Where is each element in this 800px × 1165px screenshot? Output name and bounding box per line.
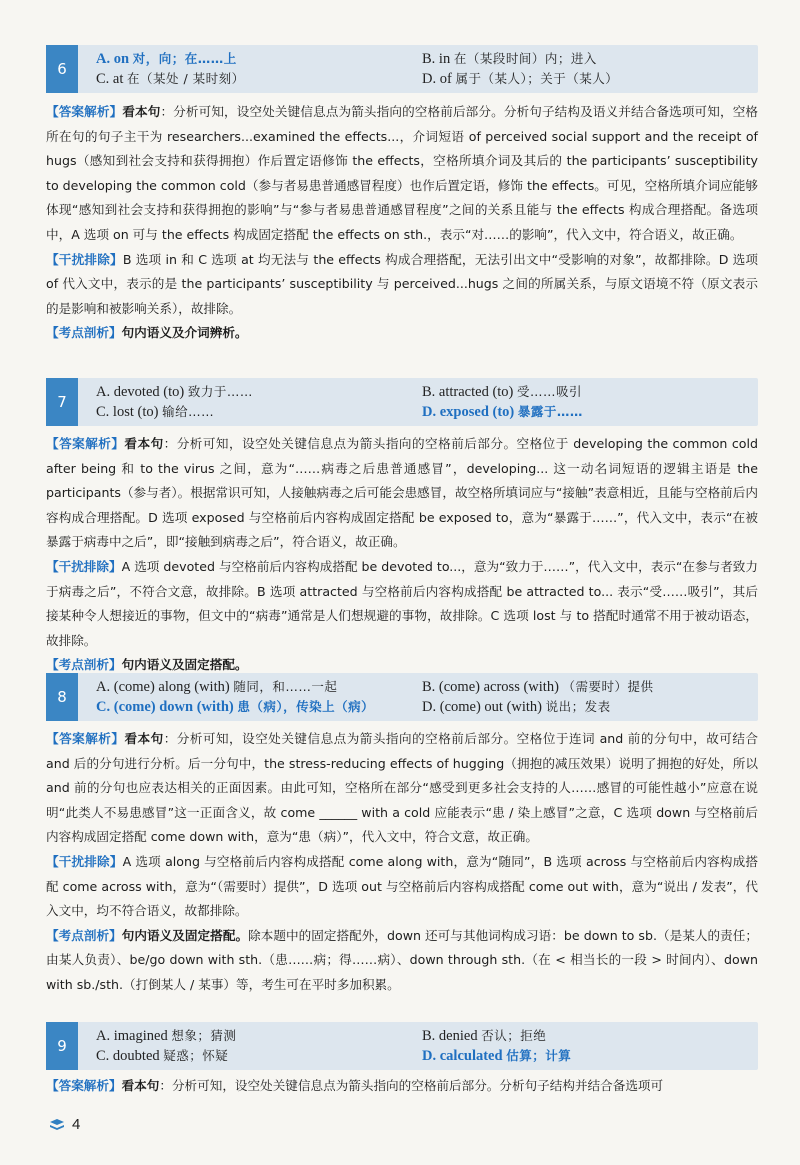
- option-d: D. calculated 估算；计算: [422, 1048, 572, 1064]
- option-d: D. (come) out (with) 说出；发表: [422, 699, 611, 715]
- page-footer: [50, 1116, 80, 1133]
- book-icon: [50, 1119, 64, 1130]
- option-b: B. denied 否认；拒绝: [422, 1028, 547, 1044]
- question-7-analysis: 【答案解析】看本句：分析可知，设空处关键信息点为箭头指向的空格前后部分。空格位于 developing the common cold after being 和 to the virus 之间，意为“……病毒之后患普通感冒”，developing... 这一动名词短语的逻辑主语是 the participants（参与者）。根据常识可知，人接触病毒之后可能会患感冒，故空格所填词应与“接触”表意相近，且能与空格前后内容构成合理搭配。D 选项 exposed 与空格前后内容构成固定搭配 be exposed to，意为“暴露于……”，代入文中，表示“在被暴露于病毒中之后”，即“接触到病毒之后”，符合语义，故正确。 【干扰排除】A 选项 devoted 与空格前后内容构成搭配 be devoted to...，意为“致力于……”，代入文中，表示“在参与者致力于病毒之后”，不符合文意，故排除。B 选项 attracted 与空格前后内容构成搭配 be attracted to... 表示“受……吸引”，其后接某种令人想接近的事物，但文中的“病毒”通常是人们想规避的事物，故排除。C 选项 lost 与 to 搭配时通常不用于被动语态，故排除。 【考点剖析】句内语义及固定搭配。: [46, 436, 758, 673]
- option-a: A. (come) along (with) 随同，和……一起: [96, 679, 338, 695]
- option-a: A. devoted (to) 致力于……: [96, 384, 253, 400]
- question-6-analysis: 【答案解析】看本句：分析可知，设空处关键信息点为箭头指向的空格前后部分。分析句子结构及语义并结合备选项可知，空格所在句的句子主干为 researchers...examined the effects...，介词短语 of perceived social support and the receipt of hugs（感知到社会支持和获得拥抱）作后置定语修饰 the effects，空格所填介词及其后的 the participants’ susceptibility to developing the common cold（参与者易患普通感冒程度）也作后置定语，修饰 the effects。可见，空格所填介词应能够体现“感知到社会支持和获得拥抱的影响”与“参与者易患普通感冒程度”之间的关系且能与 the effects 构成合理搭配。备选项中，A 选项 on 可与 the effects 构成固定搭配 the effects on sth.，表示“对……的影响”，代入文中，符合语义，故正确。 【干扰排除】B 选项 in 和 C 选项 at 均无法与 the effects 构成合理搭配，无法引出文中“受影响的对象”，故都排除。D 选项 of 代入文中，表示的是 the participants’ susceptibility 与 perceived...hugs 之间的所属关系，与原文语境不符（原文表示的是影响和被影响关系），故排除。 【考点剖析】句内语义及介词辨析。: [46, 104, 759, 341]
- option-b: B. in 在（某段时间）内；进入: [422, 51, 597, 67]
- question-8-options: [46, 673, 758, 721]
- question-number: 7: [46, 378, 78, 426]
- question-8-analysis: 【答案解析】看本句：分析可知，设空处关键信息点为箭头指向的空格前后部分。空格位于连词 and 前的分句中，故可结合 and 后的分句进行分析。后一分句中，the stress-reducing effects of hugging（拥抱的减压效果）说明了拥抱的好处，所以 and 前的分句也应表达相关的正面因素。由此可知，空格所在部分“感受到更多社会支持的人……感冒的可能性越小”应意在说明“此类人不易患感冒”这一正面含义，故 come ______ with a cold 应能表示“患 / 染上感冒”之意，C 选项 down 与空格前后内容构成固定搭配 come down with，意为“患（病）”，代入文中，符合文意，故正确。 【干扰排除】A 选项 along 与空格前后内容构成搭配 come along with，意为“随同”，B 选项 across 与空格前后内容构成搭配 come across with，意为“（需要时）提供”，D 选项 out 与空格前后内容构成搭配 come out with，意为“说出 / 发表”，代入文中，均不符合语义，故都排除。 【考点剖析】句内语义及固定搭配。除本题中的固定搭配外，down 还可与其他词构成习语：be down to sb.（是某人的责任；由某人负责）、be/go down with sth.（患……病；得……病）、down through sth.（在 < 相当长的一段 > 时间内）、down with sb./sth.（打倒某人 / 某事）等，考生可在平时多加积累。: [46, 731, 759, 992]
- option-d: D. of 属于（某人）；关于（某人）: [422, 71, 619, 87]
- option-d: D. exposed (to) 暴露于……: [422, 404, 583, 420]
- option-a: A. imagined 想象；猜测: [96, 1028, 237, 1044]
- option-b: B. attracted (to) 受……吸引: [422, 384, 583, 400]
- option-c: C. (come) down (with) 患（病），传染上（病）: [96, 699, 375, 715]
- question-6-options: [46, 45, 758, 93]
- option-b: B. (come) across (with) （需要时）提供: [422, 679, 654, 695]
- question-number: 8: [46, 673, 78, 721]
- question-7-options: [46, 378, 758, 426]
- question-9-options: [46, 1022, 758, 1070]
- question-9-analysis: 【答案解析】看本句：分析可知，设空处关键信息点为箭头指向的空格前后部分。分析句子结构并结合备选项可: [46, 1078, 664, 1093]
- option-c: C. at 在（某处 / 某时刻）: [96, 71, 245, 87]
- option-c: C. doubted 疑惑；怀疑: [96, 1048, 229, 1064]
- option-c: C. lost (to) 输给……: [96, 404, 215, 420]
- option-a: A. on 对，向；在……上: [96, 51, 237, 67]
- question-number: 9: [46, 1022, 78, 1070]
- question-number: 6: [46, 45, 78, 93]
- page-number: 4: [72, 1116, 81, 1133]
